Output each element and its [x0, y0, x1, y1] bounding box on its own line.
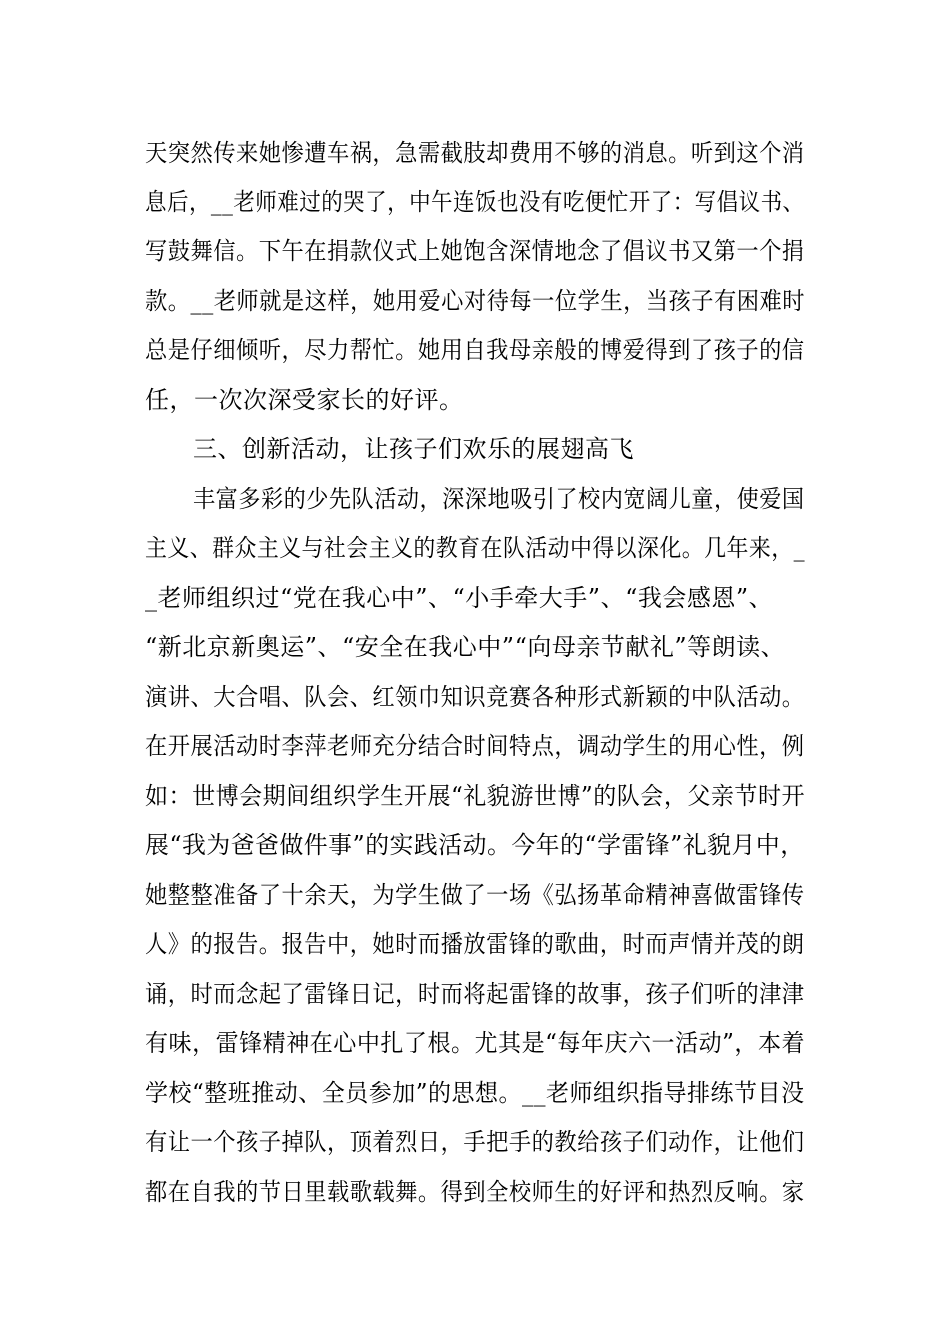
text-line: 款。__老师就是这样，她用爱心对待每一位学生，当孩子有困难时 [145, 287, 806, 315]
text-line: 她整整准备了十余天，为学生做了一场《弘扬革命精神喜做雷锋传 [145, 881, 805, 909]
text-line: 有味，雷锋精神在心中扎了根。尤其是“每年庆六一活动”，本着 [145, 1029, 806, 1057]
text-line: 总是仔细倾听，尽力帮忙。她用自我母亲般的博爱得到了孩子的信 [145, 336, 805, 364]
text-line: “新北京新奥运”、“安全在我心中”“向母亲节献礼”等朗读、 [145, 633, 786, 661]
text-line: 在开展活动时李萍老师充分结合时间特点，调动学生的用心性，例 [145, 732, 805, 760]
text-line: 写鼓舞信。下午在捐款仪式上她饱含深情地念了倡议书又第一个捐 [145, 237, 805, 265]
text-line: 演讲、大合唱、队会、红领巾知识竞赛各种形式新颖的中队活动。 [145, 683, 805, 711]
text-line: 学校“整班推动、全员参加”的思想。__老师组织指导排练节目没 [145, 1079, 805, 1107]
text-line: 主义、群众主义与社会主义的教育在队活动中得以深化。几年来，_ [145, 534, 806, 562]
section-heading: 三、创新活动，让孩子们欢乐的展翅高飞 [193, 435, 634, 463]
text-line: 任，一次次深受家长的好评。 [145, 386, 464, 414]
text-line: 如：世博会期间组织学生开展“礼貌游世博”的队会，父亲节时开 [145, 782, 806, 810]
text-line: 息后，__老师难过的哭了，中午连饭也没有吃便忙开了：写倡议书、 [145, 188, 805, 216]
text-line: _老师组织过“党在我心中”、“小手牵大手”、“我会感恩”、 [145, 584, 774, 612]
text-line: 诵，时而念起了雷锋日记，时而将起雷锋的故事，孩子们听的津津 [145, 980, 805, 1008]
text-line: 天突然传来她惨遭车祸，急需截肢却费用不够的消息。听到这个消 [145, 139, 805, 167]
text-line: 丰富多彩的少先队活动，深深地吸引了校内宽阔儿童，使爱国 [193, 485, 805, 513]
text-line: 有让一个孩子掉队，顶着烈日，手把手的教给孩子们动作，让他们 [145, 1128, 805, 1156]
text-line: 展“我为爸爸做件事”的实践活动。今年的“学雷锋”礼貌月中， [145, 831, 805, 859]
text-line: 都在自我的节日里载歌载舞。得到全校师生的好评和热烈反响。家 [145, 1178, 805, 1206]
text-line: 人》的报告。报告中，她时而播放雷锋的歌曲，时而声情并茂的朗 [145, 930, 805, 958]
